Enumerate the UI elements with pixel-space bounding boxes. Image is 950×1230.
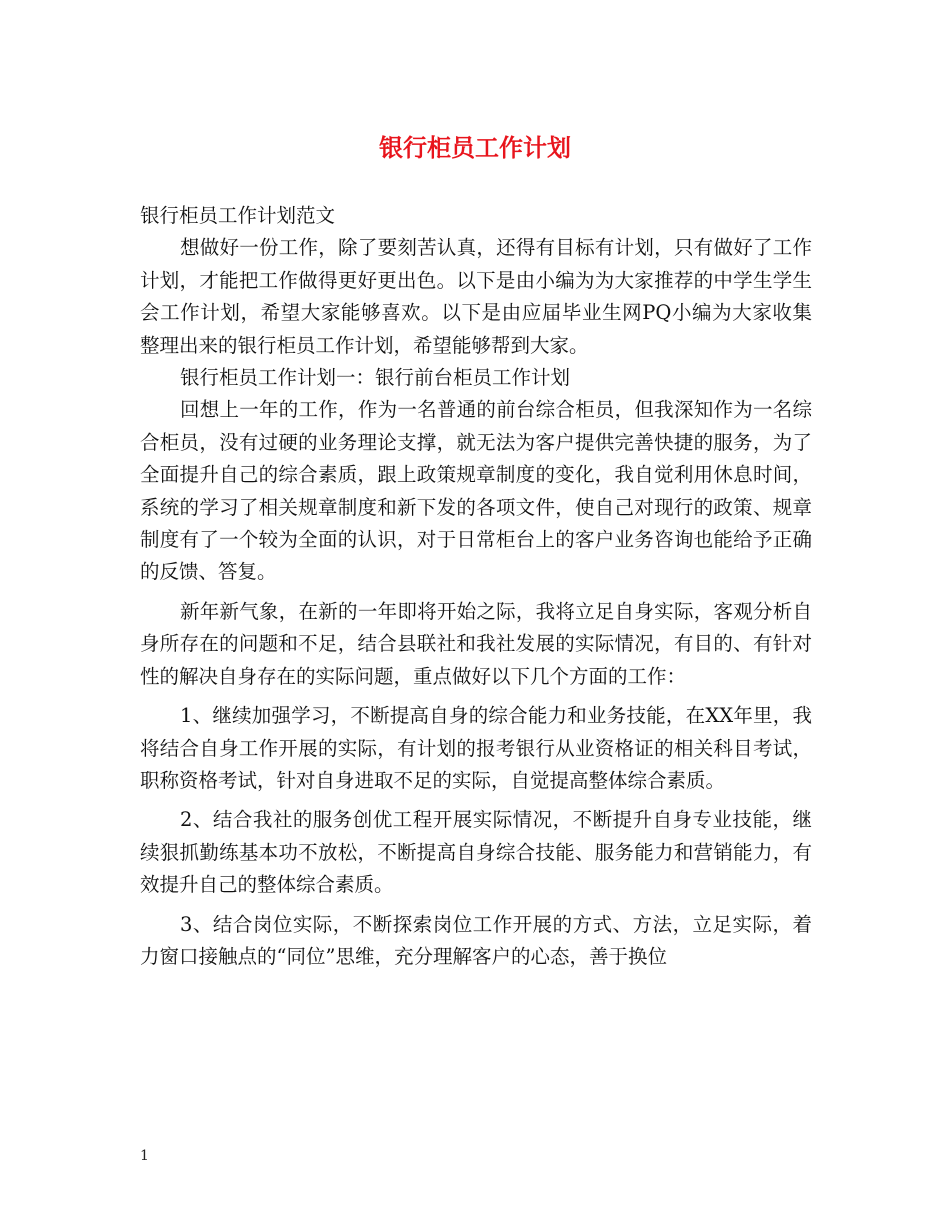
plan-item-3: 3、结合岗位实际，不断探索岗位工作开展的方式、方法，立足实际，着力窗口接触点的“同位”思维，充分理解客户的心态，善于换位 (140, 912, 812, 968)
plan-intro-paragraph: 新年新气象，在新的一年即将开始之际，我将立足自身实际，客观分析自身所存在的问题和不足，结合县联社和我社发展的实际情况，有目的、有针对性的解决自身存在的实际问题，重点做好以下几个方面的工作： (140, 599, 812, 688)
page-number: 1 (140, 1148, 149, 1164)
section-heading: 银行柜员工作计划一：银行前台柜员工作计划 (180, 366, 571, 390)
document-body (140, 200, 812, 973)
document-title: 银行柜员工作计划 (379, 133, 571, 162)
review-paragraph: 回想上一年的工作，作为一名普通的前台综合柜员，但我深知作为一名综合柜员，没有过硬的业务理论支撑，就无法为客户提供完善快捷的服务，为了全面提升自己的综合素质，跟上政策规章制度的变化，我自觉利用休息时间，系统的学习了相关规章制度和新下发的各项文件，使自己对现行的政策、规章制度有了一个较为全面的认识，对于日常柜台上的客户业务咨询也能给予正确的反馈、答复。 (140, 398, 812, 584)
plan-item-2: 2、结合我社的服务创优工程开展实际情况，不断提升自身专业技能，继续狠抓勤练基本功不放松，不断提高自身综合技能、服务能力和营销能力，有效提升自己的整体综合素质。 (140, 808, 812, 897)
intro-paragraph: 想做好一份工作，除了要刻苦认真，还得有目标有计划，只有做好了工作计划，才能把工作做得更好更出色。以下是由小编为为大家推荐的中学生学生会工作计划，希望大家能够喜欢。以下是由应届毕业生网PQ小编为大家收集整理出来的银行柜员工作计划，希望能够帮到大家。 (140, 236, 812, 357)
subtitle-paragraph: 银行柜员工作计划范文 (140, 204, 336, 227)
plan-item-1: 1、继续加强学习，不断提高自身的综合能力和业务技能，在XX年里，我将结合自身工作开展的实际，有计划的报考银行从业资格证的相关科目考试，职称资格考试，针对自身进取不足的实际，自觉提高整体综合素质。 (140, 704, 812, 792)
